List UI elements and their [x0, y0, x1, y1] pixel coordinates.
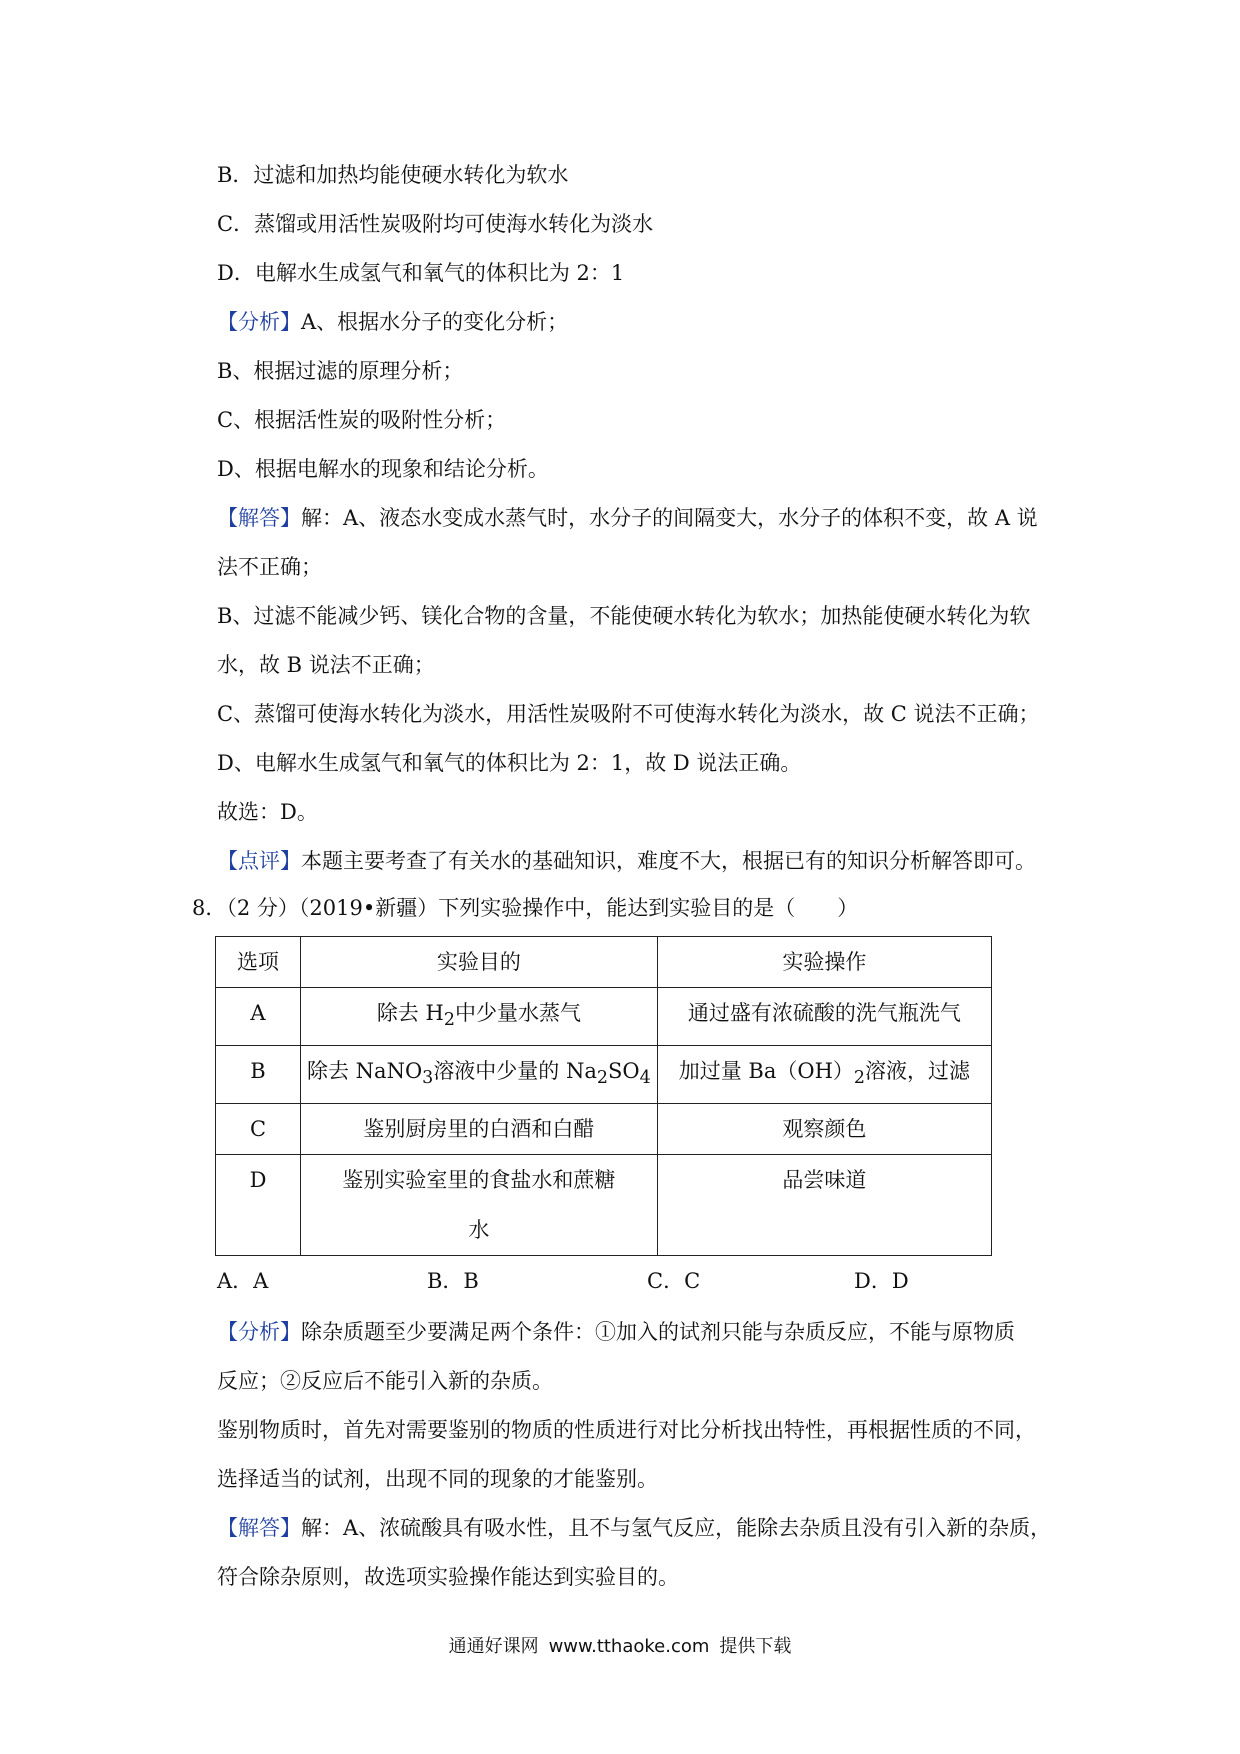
- footer-download-text: 提供下载: [719, 1636, 792, 1657]
- comment-7: [217, 846, 1036, 876]
- comment-tag: 【点评】: [217, 849, 301, 873]
- analysis-tag: 【分析】: [217, 1320, 301, 1344]
- analysis-8-line-3: 鉴别物质时，首先对需要鉴别的物质的性质进行对比分析找出特性，再根据性质的不同，: [217, 1418, 1036, 1442]
- page-footer: [0, 1634, 1240, 1660]
- table-row: [216, 1046, 992, 1104]
- table-header-row: [216, 937, 992, 988]
- analysis-7-line-4: D、根据电解水的现象和结论分析。: [217, 457, 549, 481]
- choice-d: D．D: [854, 1269, 909, 1293]
- choice-b: B．B: [427, 1269, 479, 1293]
- footer-site-name: 通通好课网: [448, 1636, 539, 1657]
- row-operation: 通过盛有浓硫酸的洗气瓶洗气: [657, 988, 991, 1046]
- solution-text: 解：A、浓硫酸具有吸水性，且不与氢气反应，能除去杂质且没有引入新的杂质，: [301, 1516, 1052, 1540]
- analysis-tag: 【分析】: [217, 310, 301, 334]
- option-c: C．蒸馏或用活性炭吸附均可使海水转化为淡水: [217, 212, 654, 236]
- analysis-8-line-2: 反应；②反应后不能引入新的杂质。: [217, 1369, 553, 1393]
- question-8-stem: 8．（2 分）（2019•新疆）下列实验操作中，能达到实验目的是（ ）: [192, 896, 859, 920]
- footer-url[interactable]: www.tthaoke.com: [548, 1636, 710, 1657]
- header-operation: 实验操作: [657, 937, 991, 988]
- solution-7-line-3: B、过滤不能减少钙、镁化合物的含量，不能使硬水转化为软水；加热能使硬水转化为软: [217, 604, 1031, 628]
- solution-7-line-7: 故选：D。: [217, 800, 318, 824]
- option-b: B．过滤和加热均能使硬水转化为软水: [217, 163, 569, 187]
- analysis-7-line-3: C、根据活性炭的吸附性分析；: [217, 408, 507, 432]
- table-row: [216, 1104, 992, 1155]
- row-option: A: [216, 988, 301, 1046]
- solution-tag: 【解答】: [217, 1516, 301, 1540]
- solution-8-line-1: [217, 1513, 1051, 1543]
- solution-7-line-6: D、电解水生成氢气和氧气的体积比为 2：1，故 D 说法正确。: [217, 751, 802, 775]
- row-purpose: 鉴别实验室里的食盐水和蔗糖 水: [301, 1155, 658, 1256]
- header-option: 选项: [216, 937, 301, 988]
- solution-7-line-1: [217, 503, 1038, 533]
- header-purpose: 实验目的: [301, 937, 658, 988]
- solution-text: 解：A、液态水变成水蒸气时，水分子的间隔变大，水分子的体积不变，故 A 说: [301, 506, 1038, 530]
- analysis-7-line-2: B、根据过滤的原理分析；: [217, 359, 464, 383]
- row-option: C: [216, 1104, 301, 1155]
- row-purpose: 鉴别厨房里的白酒和白醋: [301, 1104, 658, 1155]
- solution-8-line-2: 符合除杂原则，故选项实验操作能达到实验目的。: [217, 1565, 679, 1589]
- row-purpose: 除去 NaNO$_3$溶液中少量的 $Na_2SO_4$: [301, 1046, 658, 1104]
- option-d: D．电解水生成氢气和氧气的体积比为 2：1: [217, 261, 625, 285]
- analysis-text: 除杂质题至少要满足两个条件：①加入的试剂只能与杂质反应，不能与原物质: [301, 1320, 1015, 1344]
- solution-7-line-2: 法不正确；: [217, 555, 322, 579]
- row-option: B: [216, 1046, 301, 1104]
- solution-7-line-4: 水，故 B 说法不正确；: [217, 653, 435, 677]
- choice-c: C．C: [647, 1269, 701, 1293]
- choice-a: A．A: [217, 1269, 269, 1293]
- solution-7-line-5: C、蒸馏可使海水转化为淡水，用活性炭吸附不可使海水转化为淡水，故 C 说法不正确；: [217, 702, 1040, 726]
- row-operation: 加过量 $Ba(OH)_2$溶液，过滤: [657, 1046, 991, 1104]
- row-purpose: 除去 $H_2$中少量水蒸气: [301, 988, 658, 1046]
- row-option: D: [216, 1155, 301, 1256]
- row-operation: 观察颜色: [657, 1104, 991, 1155]
- solution-tag: 【解答】: [217, 506, 301, 530]
- table-row: [216, 1155, 992, 1256]
- comment-text: 本题主要考查了有关水的基础知识，难度不大，根据已有的知识分析解答即可。: [301, 849, 1036, 873]
- table-row: [216, 988, 992, 1046]
- row-operation: 品尝味道: [657, 1155, 991, 1256]
- analysis-text: A、根据水分子的变化分析；: [301, 310, 569, 334]
- analysis-7-line-1: [217, 307, 568, 337]
- options-table: [215, 936, 992, 1256]
- analysis-8-line-1: [217, 1317, 1015, 1347]
- analysis-8-line-4: 选择适当的试剂，出现不同的现象的才能鉴别。: [217, 1467, 658, 1491]
